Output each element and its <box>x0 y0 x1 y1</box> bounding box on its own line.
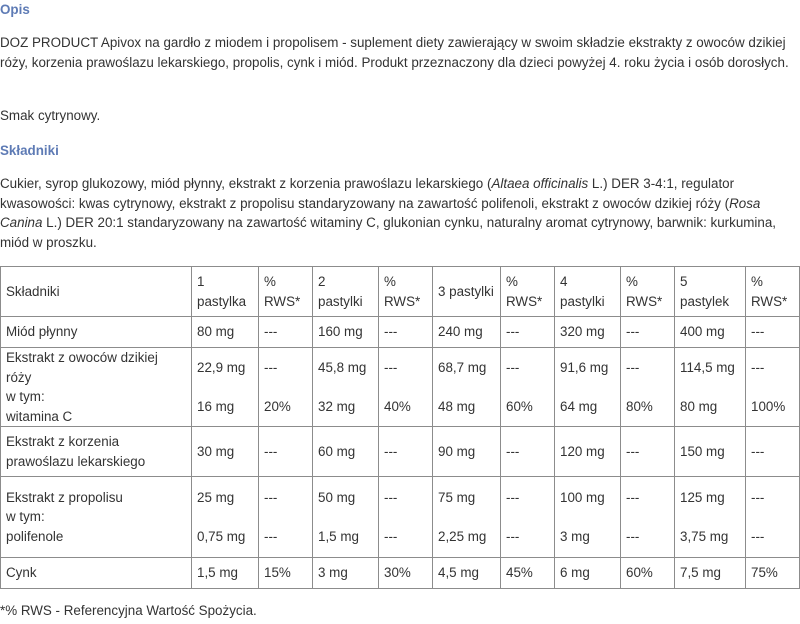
skladniki-heading: Składniki <box>0 143 59 158</box>
table-header-row <box>1 267 800 317</box>
table-cell: 90 mg <box>433 427 501 477</box>
row-label: Ekstrakt z korzenia prawoślazu lekarskiego <box>1 427 192 477</box>
table-cell: 45,8 mg 32 mg <box>313 348 379 427</box>
table-cell: 60% <box>621 558 675 589</box>
product-description: DOZ PRODUCT Apivox na gardło z miodem i propolisem - suplement diety zawierający w swoim składzie ekstrakty z owoców dzikiej róży, korzenia prawoślazu lekarskiego, propolis, cynk i miód. Produkt przeznaczony dla dzieci powyżej 4. roku życia i osób dorosłych. <box>0 35 789 70</box>
row-label: Ekstrakt z owoców dzikiej róży w tym: witamina C <box>1 348 192 427</box>
table-cell: 6 mg <box>555 558 621 589</box>
table-cell: --- <box>379 317 433 348</box>
table-cell: --- 60% <box>501 348 555 427</box>
table-cell: 150 mg <box>675 427 746 477</box>
table-cell: 400 mg <box>675 317 746 348</box>
opis-heading: Opis <box>0 2 30 17</box>
table-cell: --- <box>746 427 800 477</box>
table-cell: --- <box>501 317 555 348</box>
table-cell: % RWS* <box>501 267 555 317</box>
table-cell: 4,5 mg <box>433 558 501 589</box>
table-cell: 15% <box>259 558 313 589</box>
table-cell: --- 20% <box>259 348 313 427</box>
table-cell: --- <box>621 317 675 348</box>
table-cell: 22,9 mg 16 mg <box>192 348 259 427</box>
composition-table <box>0 266 800 589</box>
table-cell: 1,5 mg <box>192 558 259 589</box>
table-cell: 75% <box>746 558 800 589</box>
table-cell: 30% <box>379 558 433 589</box>
latin-name-rosa: Rosa Canina <box>0 195 761 230</box>
table-cell: 60 mg <box>313 427 379 477</box>
table-cell: 7,5 mg <box>675 558 746 589</box>
table-cell: 160 mg <box>313 317 379 348</box>
table-cell: 68,7 mg 48 mg <box>433 348 501 427</box>
table-cell: 240 mg <box>433 317 501 348</box>
table-cell: 5 pastylek <box>675 267 746 317</box>
table-cell: 4 pastylki <box>555 267 621 317</box>
table-cell: % RWS* <box>379 267 433 317</box>
table-cell: % RWS* <box>621 267 675 317</box>
row-label: Cynk <box>1 558 192 589</box>
table-cell: 80 mg <box>192 317 259 348</box>
table-cell: 100 mg 3 mg <box>555 477 621 558</box>
table-cell: 120 mg <box>555 427 621 477</box>
table-cell: 30 mg <box>192 427 259 477</box>
row-label: Składniki <box>1 267 192 317</box>
table-cell: --- --- <box>379 477 433 558</box>
table-cell: 25 mg 0,75 mg <box>192 477 259 558</box>
footnote: *% RWS - Referencyjna Wartość Spożycia. <box>0 603 257 618</box>
row-miod <box>1 317 800 348</box>
row-label: Miód płynny <box>1 317 192 348</box>
row-cynk <box>1 558 800 589</box>
row-propolis <box>1 477 800 558</box>
table-cell: 45% <box>501 558 555 589</box>
table-cell: --- <box>259 427 313 477</box>
table-cell: --- --- <box>621 477 675 558</box>
ingredients-text: Cukier, syrop glukozowy, miód płynny, ekstrakt z korzenia prawoślazu lekarskiego (Altaea officinalis L.) DER 3-4:1, regulator kwasowości: kwas cytrynowy, ekstrakt z propolisu standaryzowany na zawartość polifenoli, ekstrakt z owoców dzikiej róży (Rosa Canina L.) DER 20:1 standaryzowany na zawartość witaminy C, glukonian cynku, naturalny aromat cytrynowy, barwnik: kurkumina, miód w proszku. <box>0 176 777 250</box>
table-cell: --- 80% <box>621 348 675 427</box>
table-cell: --- --- <box>259 477 313 558</box>
table-cell: --- --- <box>501 477 555 558</box>
table-cell: 114,5 mg 80 mg <box>675 348 746 427</box>
table-cell: 125 mg 3,75 mg <box>675 477 746 558</box>
row-label: Ekstrakt z propolisu w tym: polifenole <box>1 477 192 558</box>
table-cell: --- <box>746 317 800 348</box>
table-cell: 3 pastylki <box>433 267 501 317</box>
table-cell: --- --- <box>746 477 800 558</box>
table-cell: --- 100% <box>746 348 800 427</box>
table-cell: --- <box>379 427 433 477</box>
table-cell: --- <box>621 427 675 477</box>
table-cell: % RWS* <box>259 267 313 317</box>
table-cell: --- <box>259 317 313 348</box>
table-cell: 91,6 mg 64 mg <box>555 348 621 427</box>
flavor-text: Smak cytrynowy. <box>0 108 101 123</box>
table-cell: 320 mg <box>555 317 621 348</box>
table-cell: 2 pastylki <box>313 267 379 317</box>
table-cell: % RWS* <box>746 267 800 317</box>
row-roza <box>1 348 800 427</box>
table-cell: --- <box>501 427 555 477</box>
table-cell: 50 mg 1,5 mg <box>313 477 379 558</box>
table-cell: 3 mg <box>313 558 379 589</box>
table-cell: 75 mg 2,25 mg <box>433 477 501 558</box>
table-cell: 1 pastylka <box>192 267 259 317</box>
row-prawoslaz <box>1 427 800 477</box>
table-cell: --- 40% <box>379 348 433 427</box>
latin-name-althaea: Altaea officinalis <box>491 176 589 191</box>
